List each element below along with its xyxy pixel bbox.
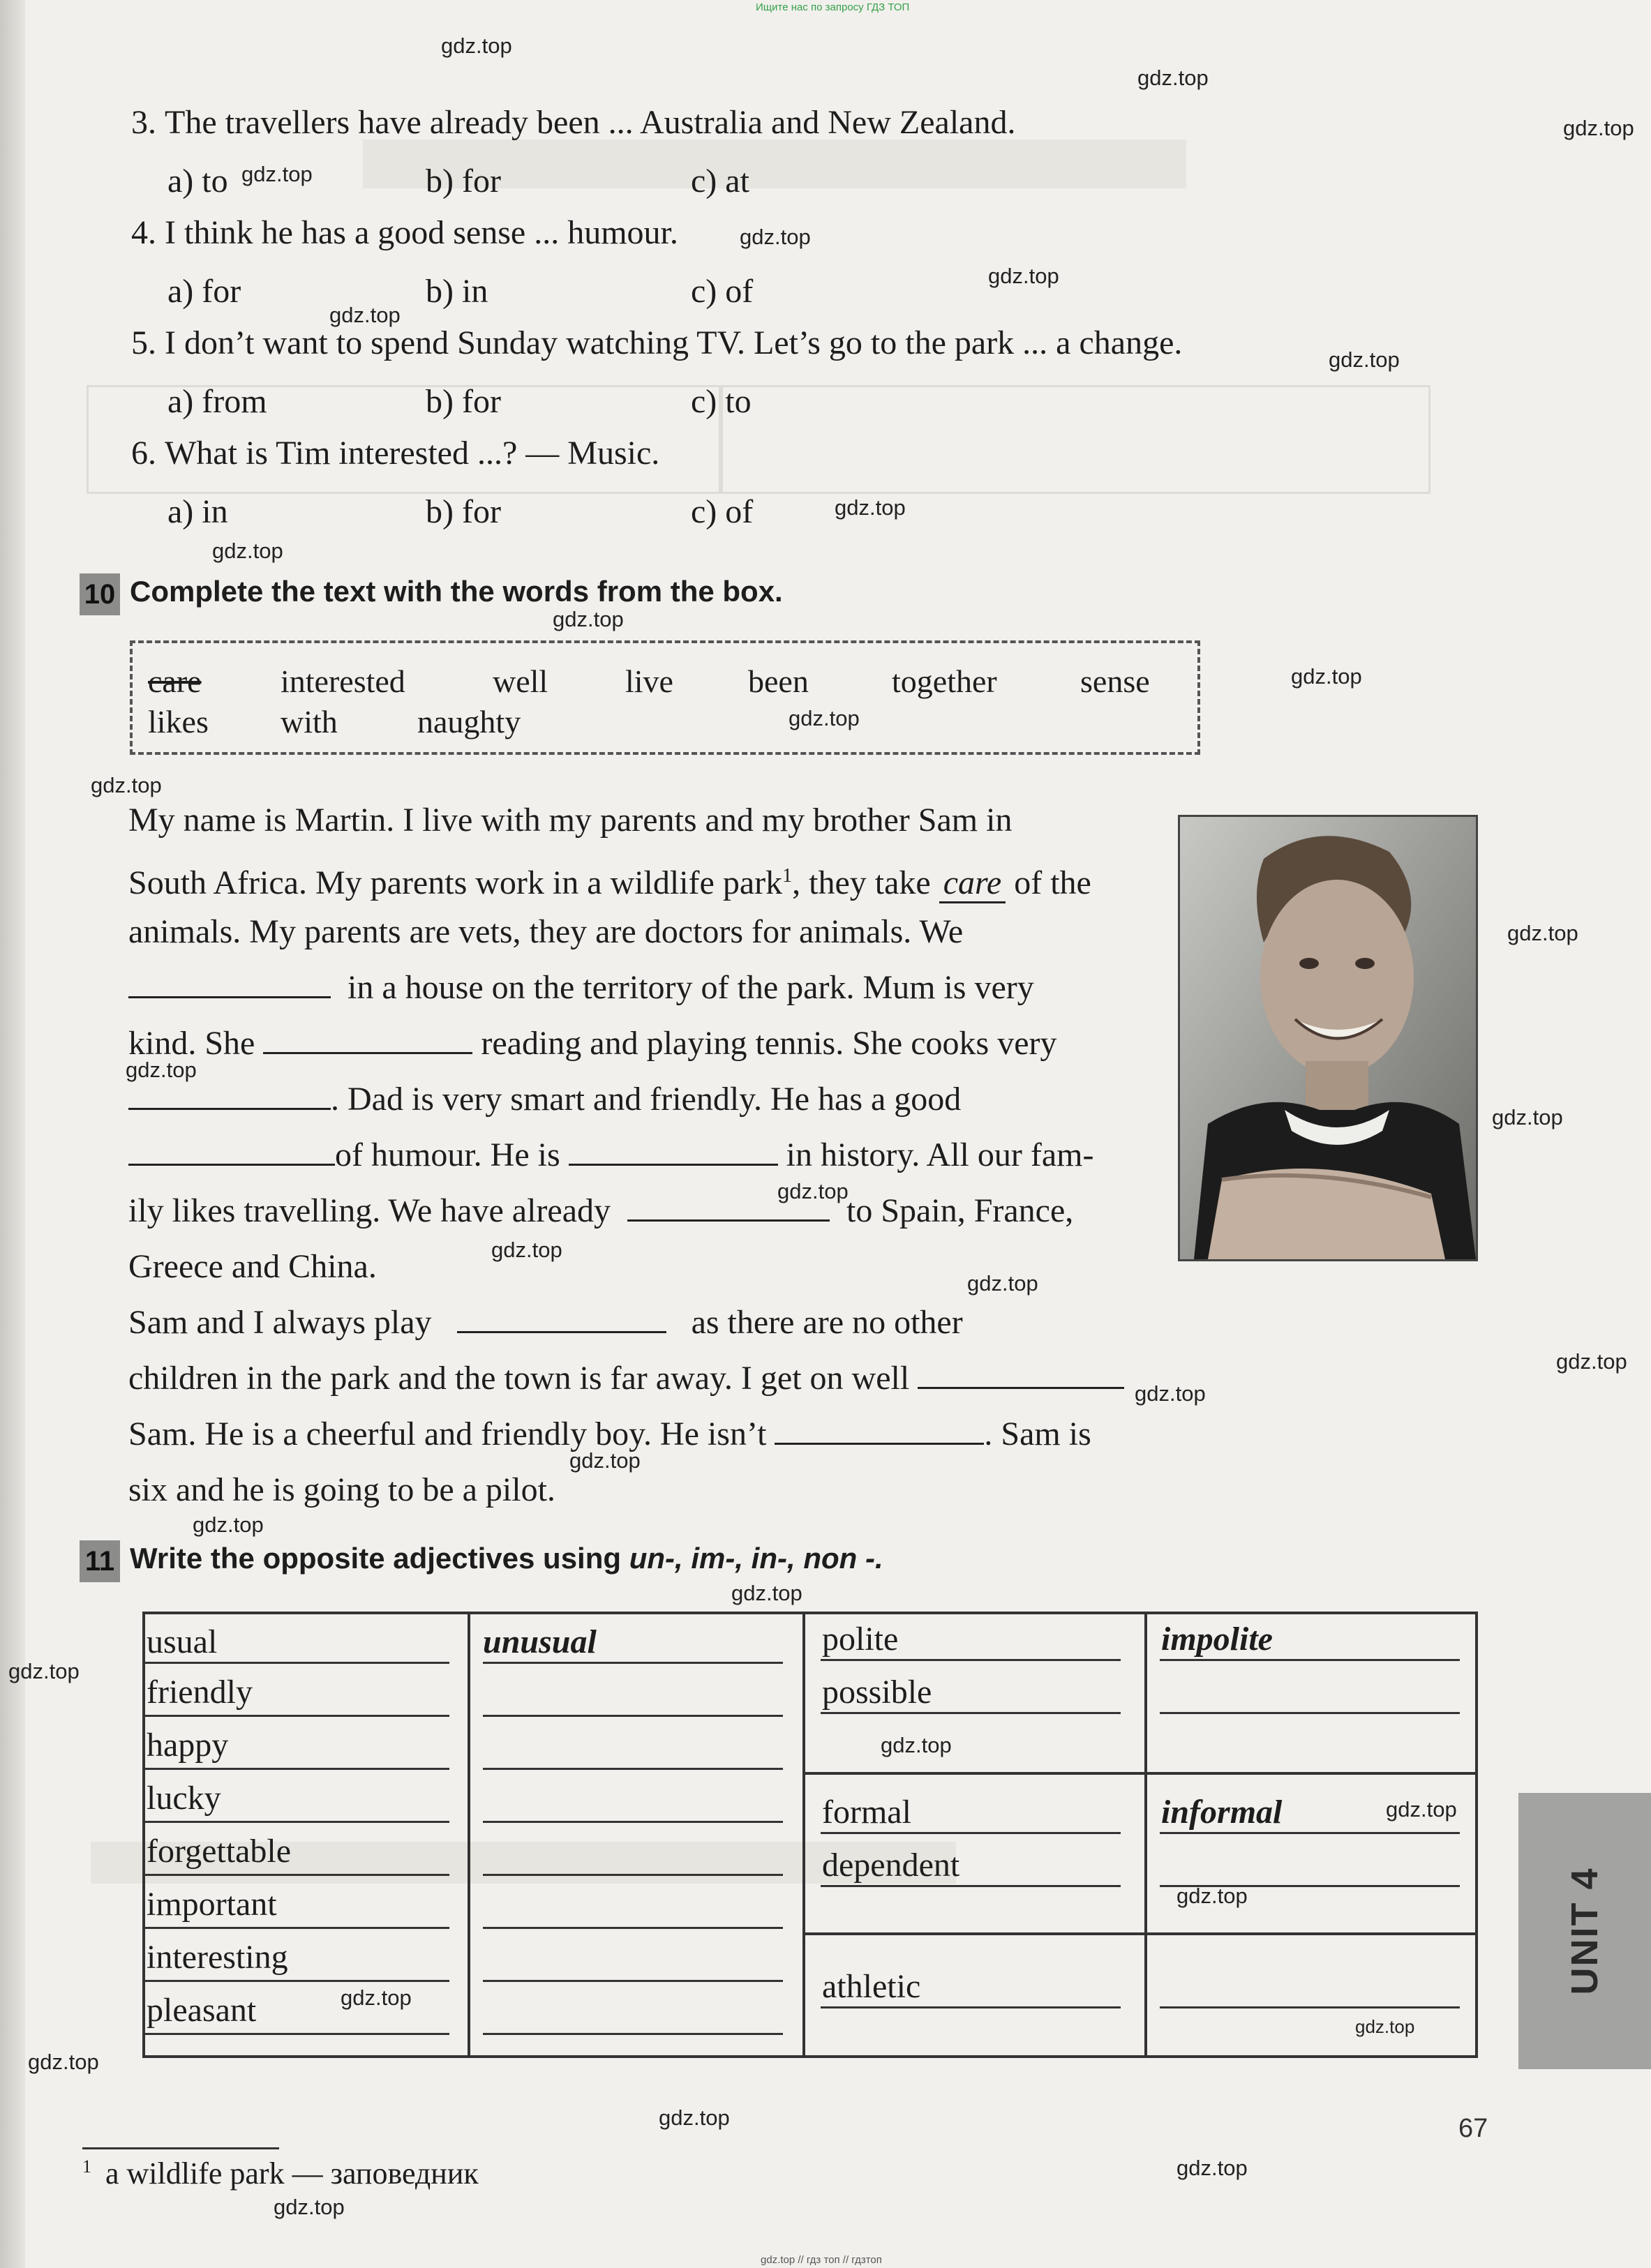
- underline: [145, 1980, 449, 1982]
- question-4: 4. I think he has a good sense ... humour.: [131, 214, 678, 251]
- underline: [821, 2006, 1121, 2008]
- gap-1[interactable]: [128, 970, 331, 998]
- gap-5[interactable]: [569, 1137, 778, 1166]
- watermark: gdz.top: [1135, 1381, 1206, 1406]
- page-number: 67: [1458, 2114, 1488, 2143]
- exercise-11-title: Write the opposite adjectives using un-, im-, in-, non -.: [130, 1542, 883, 1575]
- watermark: gdz.top: [341, 1985, 412, 2010]
- gap-4[interactable]: [128, 1137, 335, 1166]
- answer-line-1[interactable]: [483, 1662, 783, 1664]
- answer-informal: informal: [1161, 1794, 1283, 1831]
- watermark: gdz.top: [1176, 1884, 1248, 1908]
- gap-3[interactable]: [128, 1081, 331, 1110]
- gap-8[interactable]: [918, 1360, 1124, 1389]
- watermark: gdz.top: [967, 1271, 1038, 1296]
- word-polite: polite: [822, 1621, 899, 1658]
- q3-option-b: b) for: [426, 163, 501, 200]
- watermark: gdz.top: [569, 1448, 641, 1473]
- answer-line-6[interactable]: [483, 1927, 783, 1929]
- answer-impolite: impolite: [1161, 1621, 1273, 1658]
- word-athletic: athletic: [822, 1968, 921, 2005]
- box-word-live: live: [625, 663, 673, 699]
- answer-line-9[interactable]: [1160, 1659, 1460, 1661]
- underline: [145, 1927, 449, 1929]
- watermark: gdz.top: [1556, 1349, 1627, 1374]
- q6-option-a: a) in: [167, 493, 228, 530]
- gap-7[interactable]: [457, 1305, 666, 1333]
- q3-option-c: c) at: [691, 163, 749, 200]
- gap-9[interactable]: [775, 1416, 984, 1445]
- table-divider-2: [802, 1614, 805, 2055]
- q5-option-b: b) for: [426, 383, 501, 420]
- watermark: gdz.top: [988, 264, 1059, 288]
- word-pleasant: pleasant: [147, 1992, 257, 2029]
- gap-2[interactable]: [263, 1026, 472, 1054]
- story-line-1: My name is Martin. I live with my parents and my brother Sam in: [128, 802, 1013, 839]
- box-word-together: together: [892, 663, 997, 699]
- question-5: 5. I don’t want to spend Sunday watching TV. Let’s go to the park ... a change.: [131, 324, 1183, 361]
- answer-line-2[interactable]: [483, 1715, 783, 1717]
- word-forgettable: forgettable: [147, 1833, 292, 1870]
- answer-unusual: unusual: [483, 1623, 597, 1660]
- story-line-12: Sam. He is a cheerful and friendly boy. He isn’t . Sam is: [128, 1415, 1091, 1452]
- table-row-divider-1: [802, 1772, 1478, 1775]
- q5-option-a: a) from: [167, 383, 267, 420]
- watermark: gdz.top: [126, 1058, 197, 1082]
- q3-option-a: a) to: [167, 163, 228, 200]
- filled-answer-care: care: [939, 864, 1006, 903]
- unit-tab: UNIT 4: [1518, 1793, 1651, 2069]
- watermark: gdz.top: [740, 225, 811, 249]
- story-line-3: animals. My parents are vets, they are doctors for animals. We: [128, 913, 964, 950]
- word-happy: happy: [147, 1727, 229, 1764]
- story-line-5: kind. She reading and playing tennis. She cooks very: [128, 1025, 1057, 1062]
- watermark: gdz.top: [1176, 2156, 1248, 2180]
- underline: [145, 1662, 449, 1664]
- box-word-with: with: [281, 704, 338, 739]
- q6-option-c: c) of: [691, 493, 754, 530]
- answer-line-13[interactable]: [1160, 2006, 1460, 2008]
- watermark: gdz.top: [1329, 347, 1400, 372]
- answer-line-3[interactable]: [483, 1768, 783, 1770]
- watermark: gdz.top: [28, 2050, 99, 2074]
- question-3: 3. The travellers have already been ... Australia and New Zealand.: [131, 104, 1016, 141]
- watermark: gdz.top: [1386, 1797, 1457, 1822]
- story-line-13: six and he is going to be a pilot.: [128, 1471, 555, 1508]
- story-line-4: in a house on the territory of the park. Mum is very: [128, 968, 1133, 1007]
- underline: [145, 1715, 449, 1717]
- watermark: gdz.top: [1291, 664, 1362, 689]
- watermark: gdz.top: [8, 1659, 80, 1683]
- watermark: gdz.top: [1137, 66, 1209, 90]
- page-gutter-shadow: [0, 0, 25, 2268]
- underline: [821, 1712, 1121, 1714]
- box-word-well: well: [493, 663, 548, 699]
- story-line-7: of humour. He is in history. All our fam-: [128, 1136, 1133, 1175]
- watermark: gdz.top: [777, 1179, 849, 1203]
- underline: [145, 1768, 449, 1770]
- underline: [145, 1821, 449, 1823]
- answer-line-7[interactable]: [483, 1980, 783, 1982]
- q4-option-a: a) for: [167, 273, 241, 310]
- box-word-sense: sense: [1080, 663, 1150, 699]
- table-divider-1: [468, 1614, 470, 2055]
- watermark: gdz.top: [1563, 116, 1634, 140]
- watermark: gdz.top: [1355, 2016, 1415, 2037]
- watermark: gdz.top: [731, 1581, 802, 1605]
- site-footer-note: gdz.top // гдз топ // гдзтоп: [761, 2254, 882, 2266]
- watermark: gdz.top: [329, 303, 401, 327]
- watermark: gdz.top: [1492, 1105, 1563, 1129]
- watermark: gdz.top: [1507, 921, 1578, 945]
- underline: [145, 2033, 449, 2035]
- watermark: gdz.top: [553, 607, 624, 631]
- box-word-naughty: naughty: [417, 704, 521, 739]
- word-possible: possible: [822, 1674, 932, 1711]
- answer-line-11[interactable]: [1160, 1832, 1460, 1834]
- boy-photo: [1178, 815, 1478, 1261]
- word-dependent: dependent: [822, 1847, 960, 1884]
- footnote: $^1$ a wildlife park — заповедник: [82, 2156, 479, 2191]
- word-interesting: interesting: [147, 1939, 288, 1976]
- answer-line-8[interactable]: [483, 2033, 783, 2035]
- q5-option-c: c) to: [691, 383, 752, 420]
- answer-line-10[interactable]: [1160, 1712, 1460, 1714]
- q4-option-b: b) in: [426, 273, 488, 310]
- box-word-likes: likes: [148, 704, 209, 739]
- watermark: gdz.top: [241, 162, 313, 186]
- underline: [145, 1874, 449, 1876]
- question-6: 6. What is Tim interested ...? — Music.: [131, 435, 660, 472]
- story-line-11: children in the park and the town is far away. I get on well: [128, 1359, 1133, 1398]
- exercise-11-number: 11: [80, 1540, 120, 1582]
- underline: [821, 1832, 1121, 1834]
- box-word-been: been: [748, 663, 809, 699]
- box-word-care: care: [148, 663, 202, 699]
- word-friendly: friendly: [147, 1674, 253, 1711]
- underline: [821, 1659, 1121, 1661]
- watermark: gdz.top: [881, 1733, 952, 1757]
- watermark: gdz.top: [835, 495, 906, 520]
- watermark: gdz.top: [491, 1238, 562, 1262]
- underline: [821, 1885, 1121, 1887]
- q6-option-b: b) for: [426, 493, 501, 530]
- site-search-note: Ищите нас по запросу ГДЗ ТОП: [756, 1, 910, 13]
- story-line-2: South Africa. My parents work in a wildlife park$^1$, they take care of the: [128, 857, 1133, 903]
- story-line-8: ily likes travelling. We have already to Spain, France,: [128, 1192, 1074, 1229]
- watermark: gdz.top: [659, 2105, 730, 2130]
- watermark: gdz.top: [91, 773, 162, 797]
- watermark: gdz.top: [441, 33, 512, 58]
- word-important: important: [147, 1886, 277, 1923]
- exercise-10-number: 10: [80, 573, 120, 615]
- box-word-interested: interested: [281, 663, 405, 699]
- answer-line-5[interactable]: [483, 1874, 783, 1876]
- word-usual: usual: [147, 1623, 218, 1660]
- answer-line-4[interactable]: [483, 1821, 783, 1823]
- watermark: gdz.top: [274, 2195, 345, 2219]
- watermark: gdz.top: [212, 539, 283, 563]
- footnote-rule: [82, 2147, 279, 2149]
- word-formal: formal: [822, 1794, 911, 1831]
- q4-option-c: c) of: [691, 273, 754, 310]
- table-divider-3: [1144, 1614, 1147, 2055]
- story-line-10: Sam and I always play as there are no other: [128, 1304, 963, 1341]
- word-lucky: lucky: [147, 1780, 221, 1817]
- word-box: [130, 640, 1200, 755]
- exercise-10-title: Complete the text with the words from the box.: [130, 575, 783, 608]
- watermark: gdz.top: [193, 1512, 264, 1537]
- watermark: gdz.top: [789, 706, 860, 730]
- table-row-divider-2: [802, 1932, 1478, 1935]
- story-line-6: . Dad is very smart and friendly. He has a good: [128, 1080, 1133, 1119]
- story-line-9: Greece and China.: [128, 1248, 377, 1285]
